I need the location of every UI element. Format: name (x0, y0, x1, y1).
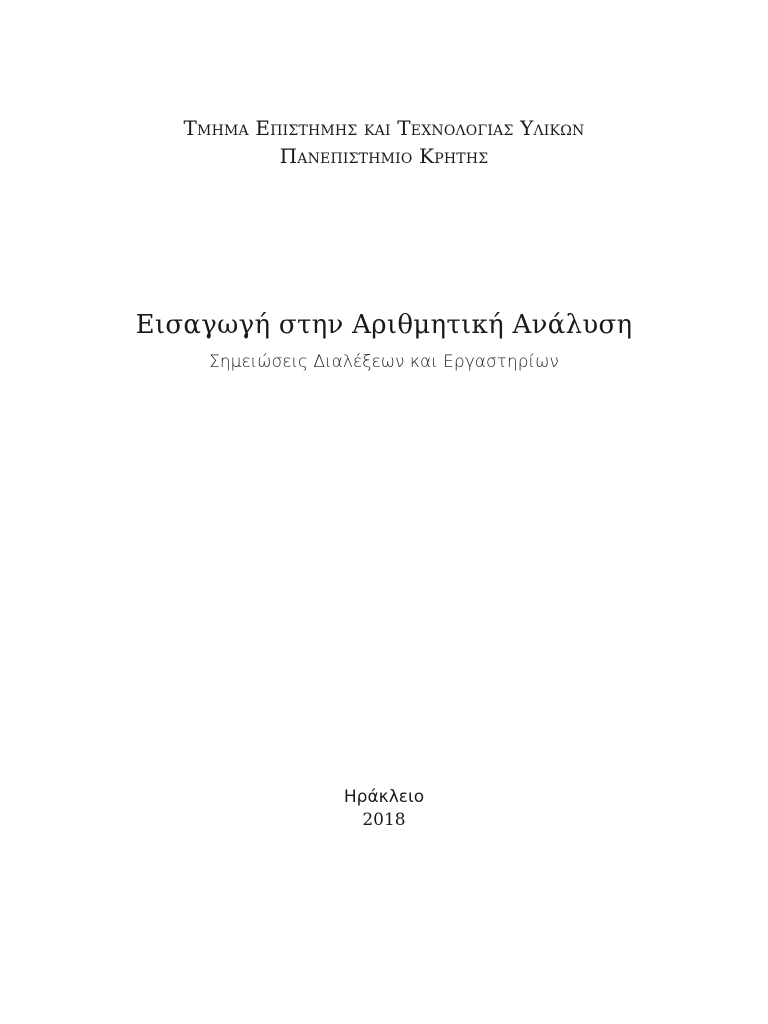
document-title: Εισαγωγή στην Αριθμητική Ανάλυση (135, 310, 633, 340)
publication-year: 2018 (362, 810, 406, 830)
publication-city: Ηράκλειο (343, 787, 425, 807)
university-name: Πανεπιστημιο Κρητησ (279, 144, 489, 168)
department-name: Τμημα Επιστημησ και Τεχνολογιασ Υλικων (183, 116, 585, 140)
document-subtitle: Σημειώσεις Διαλέξεων και Εργαστηρίων (209, 352, 559, 372)
